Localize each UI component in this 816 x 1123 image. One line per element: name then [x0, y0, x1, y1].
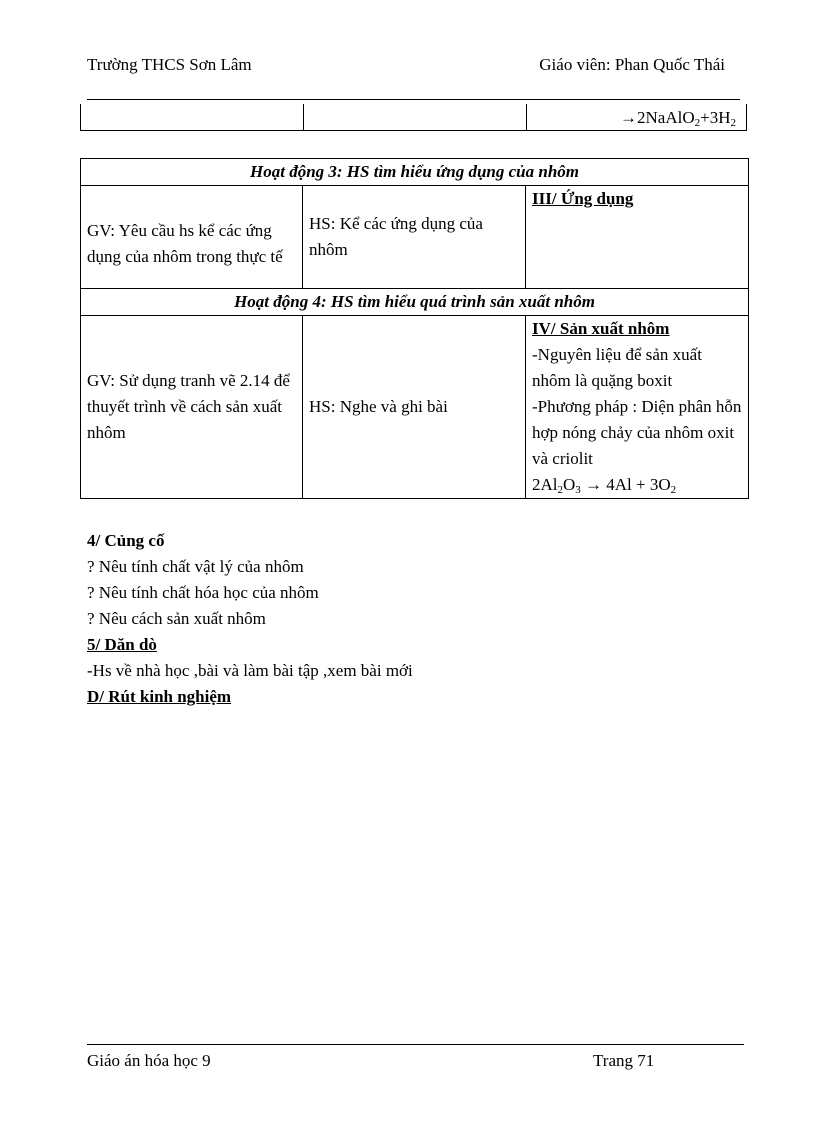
table-row — [81, 186, 749, 289]
footer-divider — [87, 1044, 744, 1045]
column-divider — [303, 104, 304, 130]
activity-4-title: Hoạt động 4: HS tìm hiểu quá trình sản xuất nhôm — [81, 289, 749, 316]
page-number: Trang 71 — [593, 1051, 655, 1070]
consolidation-heading: 4/ Củng cố — [87, 531, 165, 550]
question-item: ? Nêu tính chất vật lý của nhôm — [87, 557, 304, 576]
table-row — [81, 289, 749, 316]
question-item: ? Nêu tính chất hóa học của nhôm — [87, 583, 319, 602]
previous-table-fragment — [80, 104, 747, 131]
lesson-table — [80, 158, 749, 499]
activity-3-teacher: GV: Yêu cầu hs kể các ứng dụng của nhôm trong thực tế — [81, 186, 303, 289]
experience-heading: D/ Rút kinh nghiệm — [87, 687, 232, 706]
activity-4-content — [526, 316, 749, 499]
header-divider — [87, 99, 740, 100]
content-line: -Phương pháp : Diện phân hỗn hợp nóng chảy của nhôm oxit và criolit — [532, 397, 742, 468]
reaction-equation: $2Al_2O_3 \to 4Al + 3O_2$ — [532, 475, 677, 496]
homework-heading: 5/ Dăn dò — [87, 635, 157, 654]
teacher-name: Giáo viên: Phan Quốc Thái — [539, 55, 725, 74]
section-heading: III/ Ứng dụng — [532, 189, 634, 208]
activity-3-title: Hoạt động 3: HS tìm hiểu ứng dụng của nhôm — [81, 159, 749, 186]
activity-4-student: HS: Nghe và ghi bài — [303, 316, 526, 499]
reaction-equation: $\to 2NaAlO_2+3H_2$ — [620, 108, 736, 129]
activity-3-content — [526, 186, 749, 289]
school-name: Trường THCS Sơn Lâm — [87, 55, 252, 74]
section-heading: IV/ Sản xuất nhôm — [532, 319, 670, 338]
content-line: -Nguyên liệu để sản xuất nhôm là quặng boxit — [532, 345, 702, 390]
activity-3-student: HS: Kể các ứng dụng của nhôm — [303, 186, 526, 289]
column-divider — [526, 104, 527, 130]
activity-4-teacher: GV: Sử dụng tranh vẽ 2.14 để thuyết trình về cách sản xuất nhôm — [81, 316, 303, 499]
table-row — [81, 159, 749, 186]
homework-text: -Hs về nhà học ,bài và làm bài tập ,xem bài mới — [87, 661, 413, 680]
footer-subject: Giáo án hóa học 9 — [87, 1051, 211, 1070]
question-item: ? Nêu cách sản xuất nhôm — [87, 609, 266, 628]
table-row — [81, 316, 749, 499]
